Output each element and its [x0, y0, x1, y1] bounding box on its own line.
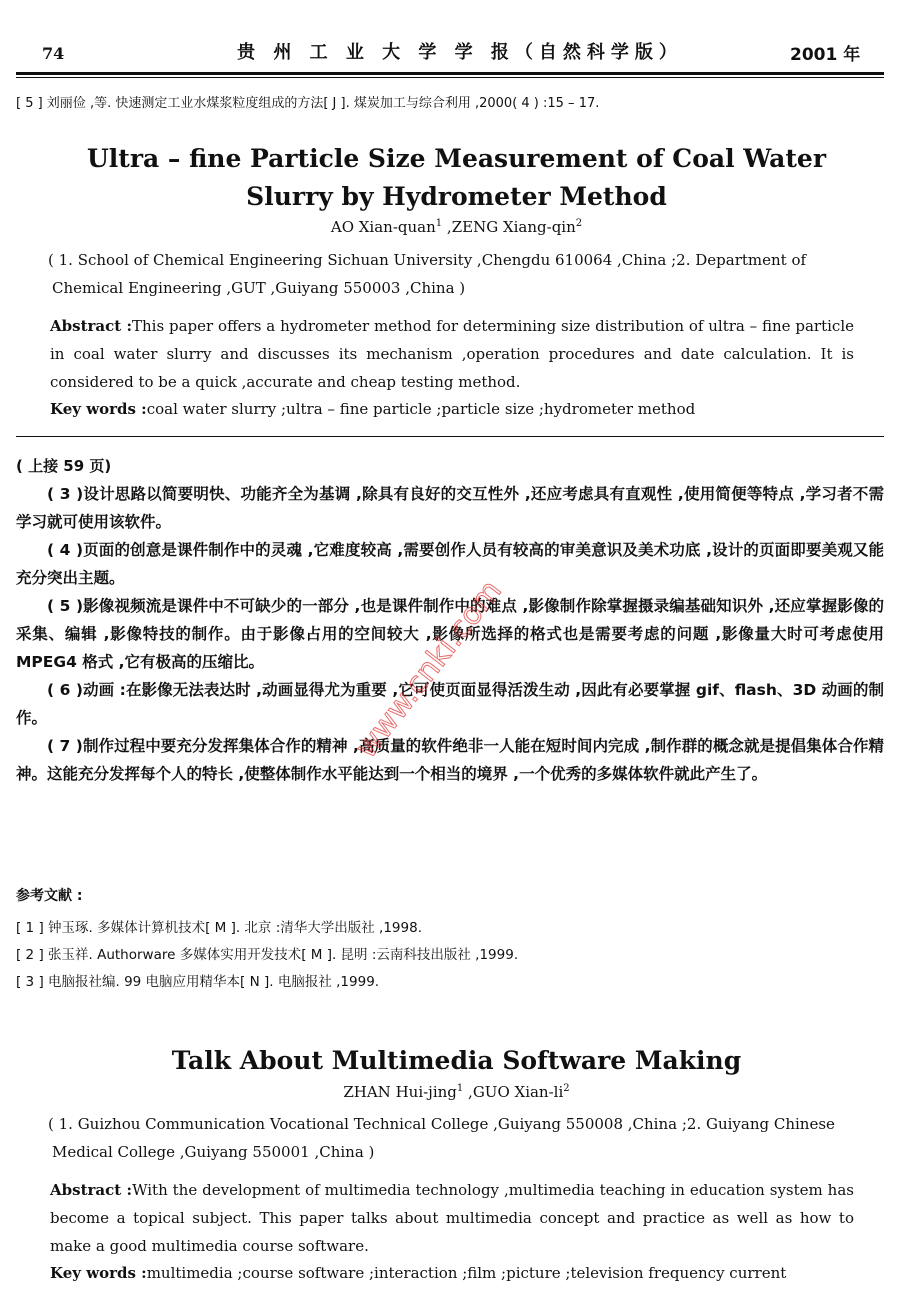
continuation-paragraph: ( 4 )页面的创意是课件制作中的灵魂 ,它难度较高 ,需要创作人员有较高的审美意识及美术功底 ,设计的页面即要美观又能充分突出主题。: [16, 541, 884, 587]
article1-author2: ZENG Xiang-qin: [451, 218, 576, 236]
article1-title-line2: Slurry by Hydrometer Method: [246, 182, 667, 211]
article1-keywords-label: Key words :: [50, 400, 147, 418]
article1-author-separator: ,: [442, 218, 452, 236]
top-reference: [ 5 ] 刘丽俭 ,等. 快速测定工业水煤浆粒度组成的方法[ J ]. 煤炭加工与综合利用 ,2000( 4 ) :15 – 17.: [16, 96, 600, 111]
journal-name: 贵 州 工 业 大 学 学 报（自然科学版）: [237, 42, 683, 63]
header-rule-thick: [16, 72, 884, 75]
article2-author1: ZHAN Hui-jing: [343, 1083, 457, 1101]
continuation-paragraph: ( 3 )设计思路以简要明快、功能齐全为基调 ,除具有良好的交互性外 ,还应考虑具有直观性 ,使用简便等特点 ,学习者不需学习就可使用该软件。: [16, 485, 884, 531]
article1-affiliation-line1: ( 1. School of Chemical Engineering Sichuan University ,Chengdu 610064 ,China ;2. Department of: [48, 251, 807, 269]
reference-item: [ 3 ] 电脑报社编. 99 电脑应用精华本[ N ]. 电脑报社 ,1999.: [16, 974, 380, 990]
article2-abstract: [50, 1176, 854, 1260]
section-divider: [16, 436, 884, 437]
article1-affiliation: [48, 246, 854, 302]
article1-author1: AO Xian-quan: [330, 218, 436, 236]
article2-affiliation: [48, 1110, 854, 1166]
reference-item: [ 1 ] 钟玉琢. 多媒体计算机技术[ M ]. 北京 :清华大学出版社 ,1998.: [16, 920, 422, 936]
article1-title: [60, 140, 853, 216]
article2-keywords-text: multimedia ;course software ;interaction ;film ;picture ;television frequency current: [146, 1264, 787, 1282]
article1-author2-sup: 2: [575, 218, 583, 229]
article1-author1-sup: 1: [435, 218, 443, 229]
continuation-paragraph: ( 7 )制作过程中要充分发挥集体合作的精神 ,高质量的软件绝非一人能在短时间内完成 ,制作群的概念就是提倡集体合作精神。这能充分发挥每个人的特长 ,使整体制作水平能达到一个相当的境界 ,一个优秀的多媒体软件就此产生了。: [16, 737, 884, 783]
continuation-label: ( 上接 59 页): [16, 457, 112, 475]
article1-abstract-label: Abstract :: [50, 317, 133, 335]
watermark-text: www.cnki.com: [348, 573, 509, 765]
article2-affiliation-line2: Medical College ,Guiyang 550001 ,China ): [52, 1143, 375, 1161]
article2-abstract-label: Abstract :: [50, 1181, 133, 1199]
article2-author-separator: ,: [463, 1083, 473, 1101]
watermark: [330, 520, 650, 800]
header-rule-thin: [16, 77, 884, 78]
reference-item: [ 2 ] 张玉祥. Authorware 多媒体实用开发技术[ M ]. 昆明 :云南科技出版社 ,1999.: [16, 947, 519, 963]
article2-abstract-text: With the development of multimedia technology ,multimedia teaching in education system has become a topical subject. This paper talks about multimedia concept and practice as well as how to make a good multimedia course software.: [50, 1181, 854, 1255]
article2-author1-sup: 1: [456, 1083, 464, 1094]
continuation-paragraph: ( 5 )影像视频流是课件中不可缺少的一部分 ,也是课件制作中的难点 ,影像制作除掌握摄录编基础知识外 ,还应掌握影像的采集、编辑 ,影像特技的制作。由于影像占用的空间较大 ,影像所选择的格式也是需要考虑的问题 ,影像量大时可考虑使用 MPEG4 格式 ,它有极高的压缩比。: [16, 597, 884, 671]
article2-authors: [60, 1083, 853, 1101]
article1-abstract-text: This paper offers a hydrometer method for determining size distribution of ultra – fine particle in coal water slurry and discusses its mechanism ,operation procedures and date calculation. It is considered to be a quick ,accurate and cheap testing method.: [50, 317, 854, 391]
article1-authors: [60, 218, 853, 236]
article2-author2-sup: 2: [563, 1083, 570, 1094]
page-number: 74: [42, 44, 65, 63]
article2-title: Talk About Multimedia Software Making: [171, 1046, 742, 1075]
article1-keywords-text: coal water slurry ;ultra – fine particle ;particle size ;hydrometer method: [146, 400, 696, 418]
article2-keywords-label: Key words :: [50, 1264, 147, 1282]
article2-affiliation-line1: ( 1. Guizhou Communication Vocational Technical College ,Guiyang 550008 ,China ;2. Guiyang Chinese: [48, 1115, 835, 1133]
article2-author2: GUO Xian-li: [472, 1083, 564, 1101]
article1-affiliation-line2: Chemical Engineering ,GUT ,Guiyang 550003 ,China ): [52, 279, 466, 297]
references-label: 参考文献 :: [16, 888, 83, 904]
continuation-paragraph: ( 6 )动画 :在影像无法表达时 ,动画显得尤为重要 ,它可使页面显得活泼生动 ,因此有必要掌握 gif、flash、3D 动画的制作。: [16, 681, 884, 727]
article1-keywords: [50, 400, 854, 418]
article1-abstract: [50, 312, 854, 396]
publication-year: 2001 年: [790, 45, 861, 65]
article1-title-line1: Ultra – fine Particle Size Measurement of Coal Water: [86, 144, 827, 173]
article2-keywords: [50, 1264, 854, 1282]
